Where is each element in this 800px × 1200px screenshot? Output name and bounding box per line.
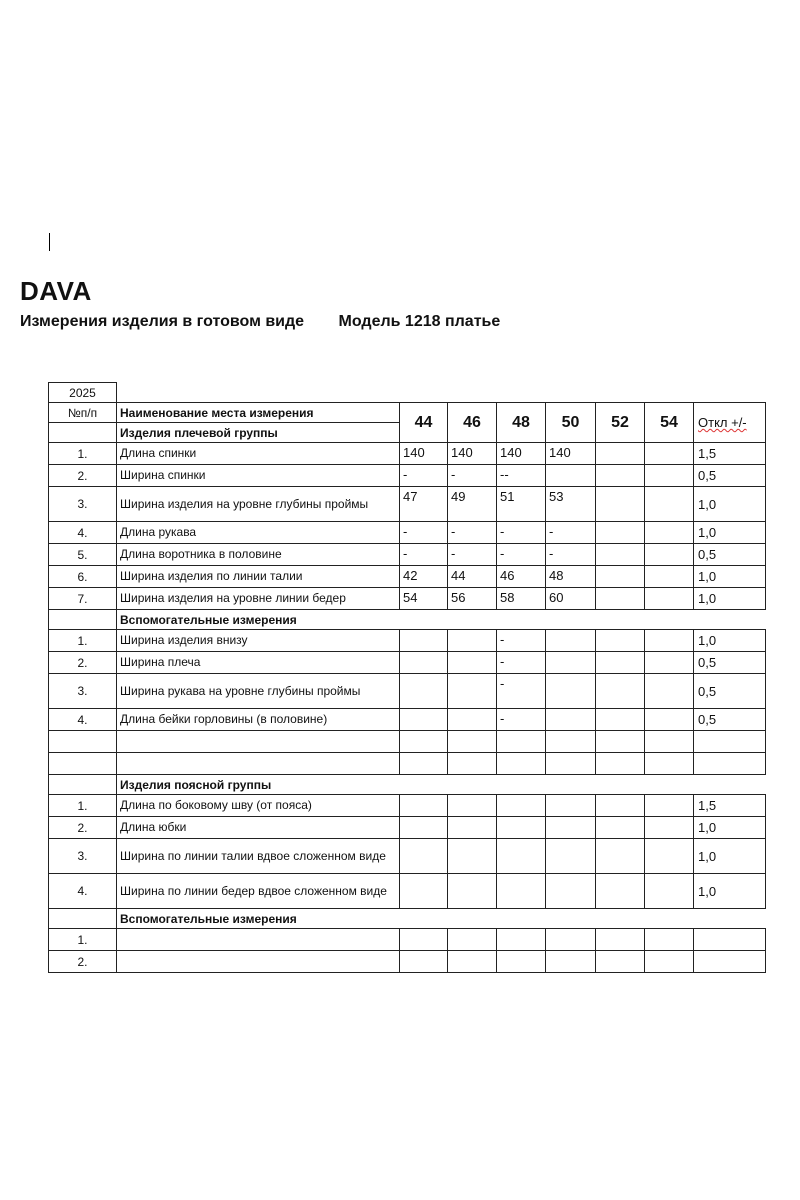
table-row (49, 795, 766, 817)
tolerance-value: 0,5 (694, 652, 766, 674)
size-value (400, 652, 448, 674)
table-row (49, 487, 766, 522)
measurement-name: Ширина по линии бедер вдвое сложенном виде (117, 874, 400, 909)
size-value (400, 709, 448, 731)
size-value (645, 588, 694, 610)
measurement-name (117, 753, 400, 775)
row-number: 3. (49, 674, 117, 709)
size-value (546, 731, 596, 753)
row-number: 1. (49, 929, 117, 951)
tolerance-value: 0,5 (694, 544, 766, 566)
table-row (49, 588, 766, 610)
size-value: - (497, 674, 546, 709)
table-row (49, 874, 766, 909)
tolerance-value: 0,5 (694, 465, 766, 487)
row-number (49, 731, 117, 753)
size-value (546, 753, 596, 775)
size-value (645, 731, 694, 753)
size-value (448, 839, 497, 874)
size-value: 51 (497, 487, 546, 522)
row-number: 1. (49, 443, 117, 465)
table-row (49, 709, 766, 731)
row-number: 1. (49, 630, 117, 652)
size-value (546, 465, 596, 487)
row-number: 3. (49, 487, 117, 522)
measurement-name (117, 951, 400, 973)
size-value: - (546, 522, 596, 544)
table-row (49, 544, 766, 566)
section-number-cell (49, 909, 117, 929)
size-value (546, 795, 596, 817)
size-value (400, 817, 448, 839)
size-value (448, 795, 497, 817)
size-value (596, 951, 645, 973)
size-value (497, 817, 546, 839)
measurement-name: Длина спинки (117, 443, 400, 465)
measurement-name: Длина воротника в половине (117, 544, 400, 566)
size-value (596, 465, 645, 487)
size-value (448, 709, 497, 731)
tolerance-value (694, 731, 766, 753)
size-value (400, 731, 448, 753)
size-value: 140 (497, 443, 546, 465)
size-value (596, 630, 645, 652)
row-number (49, 753, 117, 775)
tolerance-value (694, 951, 766, 973)
row-number: 4. (49, 874, 117, 909)
row-number: 4. (49, 522, 117, 544)
table-row (49, 674, 766, 709)
measurement-name: Ширина спинки (117, 465, 400, 487)
size-value (497, 951, 546, 973)
size-value (645, 522, 694, 544)
size-value (596, 795, 645, 817)
size-value (400, 753, 448, 775)
brand-title: DAVA (20, 276, 92, 306)
tolerance-value: 1,0 (694, 630, 766, 652)
size-header: 54 (645, 403, 694, 443)
table-row (49, 522, 766, 544)
size-value (645, 929, 694, 951)
size-value (596, 674, 645, 709)
measurement-name: Длина юбки (117, 817, 400, 839)
size-value (546, 839, 596, 874)
size-value (596, 588, 645, 610)
size-value: - (400, 465, 448, 487)
header-top-spacer (117, 383, 766, 403)
size-value (645, 652, 694, 674)
section-row (49, 775, 766, 795)
size-value (596, 839, 645, 874)
size-value (497, 839, 546, 874)
row-number: 2. (49, 951, 117, 973)
size-header: 46 (448, 403, 497, 443)
size-value: 60 (546, 588, 596, 610)
size-value (497, 753, 546, 775)
size-value: 44 (448, 566, 497, 588)
size-value: - (448, 465, 497, 487)
size-header: 50 (546, 403, 596, 443)
size-value (497, 929, 546, 951)
section-row (49, 610, 766, 630)
tolerance-value: 0,5 (694, 674, 766, 709)
size-value (448, 674, 497, 709)
size-value (596, 652, 645, 674)
size-value (645, 874, 694, 909)
tolerance-value (694, 929, 766, 951)
measurement-table (48, 382, 766, 973)
size-value (546, 709, 596, 731)
size-value (546, 674, 596, 709)
size-value (448, 951, 497, 973)
size-value (645, 630, 694, 652)
size-value (596, 443, 645, 465)
size-value (497, 731, 546, 753)
section-title: Вспомогательные измерения (117, 610, 766, 630)
size-value: 56 (448, 588, 497, 610)
size-value: - (497, 544, 546, 566)
page-heading (20, 313, 500, 331)
heading-model: Модель 1218 платье (338, 313, 501, 330)
row-number: 2. (49, 465, 117, 487)
size-value (596, 753, 645, 775)
size-value (448, 652, 497, 674)
row-number: 2. (49, 817, 117, 839)
size-value (645, 753, 694, 775)
size-value: 54 (400, 588, 448, 610)
size-value: - (448, 544, 497, 566)
size-value (448, 929, 497, 951)
size-value (596, 709, 645, 731)
measurement-name: Ширина плеча (117, 652, 400, 674)
size-value: - (497, 652, 546, 674)
size-value (400, 630, 448, 652)
text-cursor (49, 233, 50, 251)
measurement-name: Длина рукава (117, 522, 400, 544)
tolerance-value: 1,0 (694, 874, 766, 909)
size-value (596, 522, 645, 544)
size-value (400, 795, 448, 817)
size-value (546, 817, 596, 839)
size-header: 44 (400, 403, 448, 443)
size-value: 47 (400, 487, 448, 522)
measurement-name: Длина бейки горловины (в половине) (117, 709, 400, 731)
measurement-name: Ширина по линии талии вдвое сложенном виде (117, 839, 400, 874)
size-value: - (400, 522, 448, 544)
tolerance-value: 1,5 (694, 795, 766, 817)
size-value: 48 (546, 566, 596, 588)
measurement-name: Ширина изделия внизу (117, 630, 400, 652)
size-value (645, 487, 694, 522)
size-value (546, 874, 596, 909)
size-value (596, 929, 645, 951)
table-row (49, 951, 766, 973)
size-value (645, 817, 694, 839)
table-row (49, 566, 766, 588)
size-value (645, 951, 694, 973)
size-value (448, 630, 497, 652)
measurement-name: Ширина изделия на уровне линии бедер (117, 588, 400, 610)
size-value (645, 465, 694, 487)
size-value: 140 (546, 443, 596, 465)
size-value (448, 731, 497, 753)
section-number-cell (49, 423, 117, 443)
measurement-name: Ширина изделия на уровне глубины проймы (117, 487, 400, 522)
size-value: 42 (400, 566, 448, 588)
size-value: -- (497, 465, 546, 487)
tolerance-value (694, 753, 766, 775)
tolerance-header-text: Откл +/- (698, 415, 747, 430)
size-value: 46 (497, 566, 546, 588)
section-number-cell (49, 775, 117, 795)
size-value (645, 566, 694, 588)
tolerance-value: 1,0 (694, 817, 766, 839)
section-title: Вспомогательные измерения (117, 909, 766, 929)
size-value: - (497, 522, 546, 544)
table-row (49, 652, 766, 674)
size-value: 53 (546, 487, 596, 522)
size-value (645, 709, 694, 731)
col-number-header: №п/п (49, 403, 117, 423)
size-value: 58 (497, 588, 546, 610)
size-value: 140 (400, 443, 448, 465)
row-number: 6. (49, 566, 117, 588)
size-value: - (400, 544, 448, 566)
section-title: Изделия плечевой группы (117, 423, 400, 443)
table-row (49, 839, 766, 874)
row-number: 4. (49, 709, 117, 731)
size-value (596, 874, 645, 909)
header-row-columns (49, 403, 766, 423)
size-value (546, 652, 596, 674)
size-value (497, 795, 546, 817)
tolerance-value: 1,0 (694, 522, 766, 544)
measurement-name: Ширина изделия по линии талии (117, 566, 400, 588)
tolerance-value: 1,0 (694, 566, 766, 588)
size-value (645, 674, 694, 709)
size-value (645, 544, 694, 566)
tolerance-header (694, 403, 766, 443)
size-value: - (497, 630, 546, 652)
table-row (49, 630, 766, 652)
measurement-name (117, 929, 400, 951)
header-row-year (49, 383, 766, 403)
table-row (49, 465, 766, 487)
row-number: 5. (49, 544, 117, 566)
section-number-cell (49, 610, 117, 630)
size-value (596, 731, 645, 753)
size-value: - (497, 709, 546, 731)
measurement-name (117, 731, 400, 753)
tolerance-value: 1,0 (694, 588, 766, 610)
year-cell: 2025 (49, 383, 117, 403)
size-value: 49 (448, 487, 497, 522)
size-header: 48 (497, 403, 546, 443)
size-value (596, 487, 645, 522)
row-number: 7. (49, 588, 117, 610)
size-value (448, 817, 497, 839)
row-number: 2. (49, 652, 117, 674)
size-value (400, 951, 448, 973)
size-header: 52 (596, 403, 645, 443)
size-value (400, 674, 448, 709)
table-row (49, 817, 766, 839)
size-value (546, 929, 596, 951)
heading-title: Измерения изделия в готовом виде (20, 313, 305, 330)
size-value: 140 (448, 443, 497, 465)
tolerance-value: 1,0 (694, 839, 766, 874)
tolerance-value: 0,5 (694, 709, 766, 731)
size-value (546, 630, 596, 652)
size-value: - (546, 544, 596, 566)
tolerance-value: 1,5 (694, 443, 766, 465)
table-row (49, 731, 766, 753)
section-title: Изделия поясной группы (117, 775, 766, 795)
table-row (49, 443, 766, 465)
size-value (400, 839, 448, 874)
measurement-name: Ширина рукава на уровне глубины проймы (117, 674, 400, 709)
table-row (49, 753, 766, 775)
col-name-header: Наименование места измерения (117, 403, 400, 423)
measurement-name: Длина по боковому шву (от пояса) (117, 795, 400, 817)
size-value (645, 795, 694, 817)
tolerance-value: 1,0 (694, 487, 766, 522)
size-value: - (448, 522, 497, 544)
row-number: 1. (49, 795, 117, 817)
size-value (596, 544, 645, 566)
size-value (645, 839, 694, 874)
section-row (49, 909, 766, 929)
size-value (596, 566, 645, 588)
size-value (448, 753, 497, 775)
size-value (546, 951, 596, 973)
size-value (400, 874, 448, 909)
row-number: 3. (49, 839, 117, 874)
size-value (400, 929, 448, 951)
size-value (497, 874, 546, 909)
size-value (596, 817, 645, 839)
size-value (448, 874, 497, 909)
table-row (49, 929, 766, 951)
size-value (645, 443, 694, 465)
